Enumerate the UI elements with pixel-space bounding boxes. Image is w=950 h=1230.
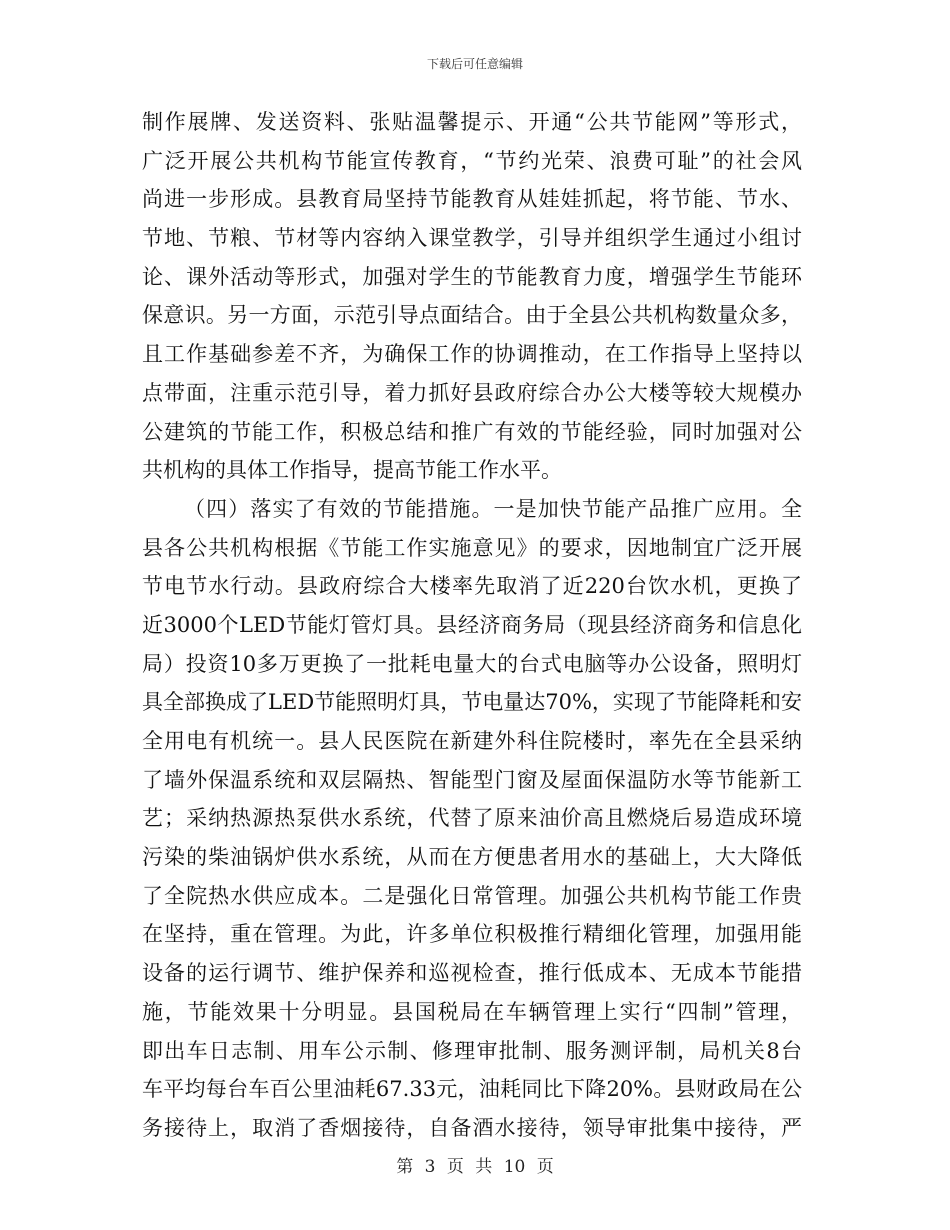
text-line: 务接待上，取消了香烟接待，自备酒水接待，领导审批集中接待，严 <box>142 1115 802 1140</box>
text-line: 公建筑的节能工作，积极总结和推广有效的节能经验，同时加强对公 <box>142 419 802 444</box>
page-number-footer: 第 3 页 共 10 页 <box>396 1157 554 1177</box>
text-line: 局）投资10多万更换了一批耗电量大的台式电脑等办公设备，照明灯 <box>142 651 802 676</box>
text-line: 论、课外活动等形式，加强对学生的节能教育力度，增强学生节能环 <box>142 264 802 289</box>
text-line: 县各公共机构根据《节能工作实施意见》的要求，因地制宜广泛开展 <box>142 535 802 560</box>
text-line: 且工作基础参差不齐，为确保工作的协调推动，在工作指导上坚持以 <box>142 342 802 367</box>
text-line: 车平均每台车百公里油耗67.33元，油耗同比下降20%。县财政局在公 <box>142 1077 802 1102</box>
text-line: 广泛开展公共机构节能宣传教育，“节约光荣、浪费可耻”的社会风 <box>142 148 802 173</box>
text-line: （四）落实了有效的节能措施。一是加快节能产品推广应用。全 <box>184 496 802 521</box>
text-line: 点带面，注重示范引导，着力抓好县政府综合办公大楼等较大规模办 <box>142 380 802 405</box>
text-line: 全用电有机统一。县人民医院在新建外科住院楼时，率先在全县采纳 <box>142 729 802 753</box>
text-line: 保意识。另一方面，示范引导点面结合。由于全县公共机构数量众多， <box>142 303 802 328</box>
text-line: 艺；采纳热源热泵供水系统，代替了原来油价高且燃烧后易造成环境 <box>142 806 802 831</box>
text-line: 共机构的具体工作指导，提高节能工作水平。 <box>142 458 562 483</box>
document-body <box>142 103 802 1148</box>
text-line: 节地、节粮、节材等内容纳入课堂教学，引导并组织学生通过小组讨 <box>142 226 802 251</box>
text-line: 施，节能效果十分明显。县国税局在车辆管理上实行“四制”管理， <box>142 999 802 1024</box>
text-line: 了全院热水供应成本。二是强化日常管理。加强公共机构节能工作贵 <box>142 883 802 908</box>
text-line: 节电节水行动。县政府综合大楼率先取消了近220台饮水机，更换了 <box>142 574 802 599</box>
text-line: 近3000个LED节能灯管灯具。县经济商务局（现县经济商务和信息化 <box>142 612 802 637</box>
text-line: 尚进一步形成。县教育局坚持节能教育从娃娃抓起，将节能、节水、 <box>142 187 802 212</box>
text-line: 即出车日志制、用车公示制、修理审批制、服务测评制，局机关8台 <box>142 1038 802 1063</box>
page-header: 下载后可任意编辑 <box>426 57 523 71</box>
text-line: 具全部换成了LED节能照明灯具，节电量达70%，实现了节能降耗和安 <box>142 690 802 715</box>
text-line: 在坚持，重在管理。为此，许多单位积极推行精细化管理，加强用能 <box>142 922 802 947</box>
text-line: 设备的运行调节、维护保养和巡视检查，推行低成本、无成本节能措 <box>142 961 802 986</box>
text-line: 污染的柴油锅炉供水系统，从而在方便患者用水的基础上，大大降低 <box>142 845 802 870</box>
text-line: 了墙外保温系统和双层隔热、智能型门窗及屋面保温防水等节能新工 <box>142 767 802 792</box>
text-line: 制作展牌、发送资料、张贴温馨提示、开通“公共节能网”等形式， <box>142 110 802 134</box>
